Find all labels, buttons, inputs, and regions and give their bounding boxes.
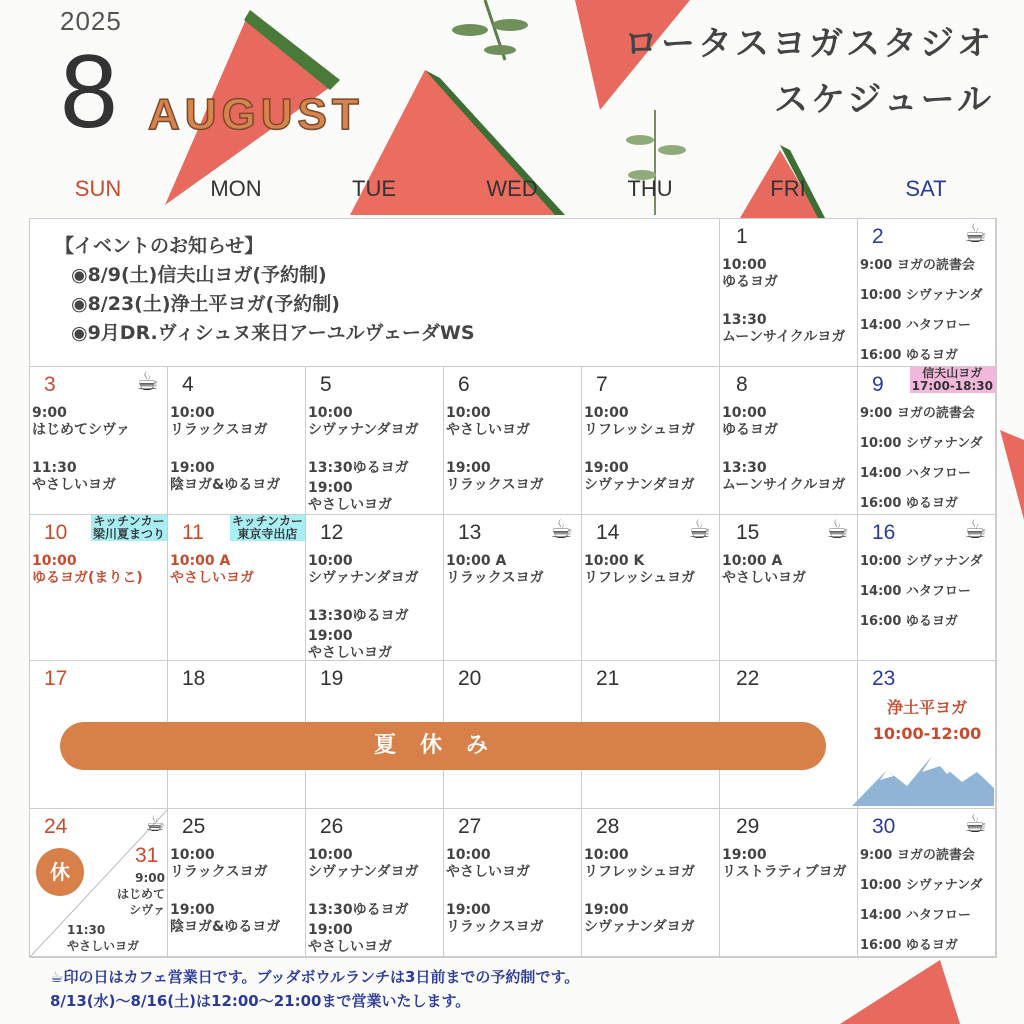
notice-line: ◉8/9(土)信夫山ヨガ(予約制) [71,264,327,286]
schedule-entry: ゆるヨガ [722,422,778,438]
schedule-entry: 10:00 [584,405,629,421]
weekday-wed: WED [486,176,538,201]
schedule-entry: 19:00 [308,922,353,938]
schedule-entry: 10:00 [308,553,353,569]
date-number: 29 [736,815,760,838]
schedule-entry: 19:00 [446,460,491,476]
schedule-entry: 9:00 [135,871,165,885]
calendar-cell-12 [306,515,444,661]
schedule-entry: リフレッシュヨガ [584,422,696,438]
schedule-entry: ムーンサイクルヨガ [722,477,846,493]
date-number: 10 [44,521,68,544]
schedule-entry: 陰ヨガ&ゆるヨガ [170,919,281,935]
calendar-cell-empty [582,219,720,367]
calendar-cell-30 [858,809,996,957]
schedule-entry: 16:00 ゆるヨガ [860,348,958,363]
date-number: 7 [596,373,608,396]
date-number: 16 [872,521,896,544]
weekday-sun: SUN [74,176,122,201]
schedule-entry: 10:00 [722,257,767,273]
schedule-entry: 19:00 [308,480,353,496]
schedule-entry: 10:00 シヴァナンダ [860,878,983,893]
date-number: 30 [872,815,896,838]
calendar-cell-31 [29,808,167,956]
calendar-cell-28 [582,809,720,957]
date-number: 1 [736,225,748,248]
schedule-entry: 浄土平ヨガ [886,698,967,717]
schedule-entry: リストラティブヨガ [722,864,847,880]
notice-line: ◉9月DR.ヴィシュヌ来日アーユルヴェーダWS [71,322,475,344]
calendar-cell-15 [720,515,858,661]
date-number: 31 [135,844,159,867]
date-number: 15 [736,521,760,544]
month-number: 8 [60,34,118,150]
date-number: 25 [182,815,206,838]
date-number: 11 [182,521,204,544]
schedule-entry: リラックスヨガ [170,422,268,438]
schedule-entry: ゆるヨガ(まりこ) [32,570,143,586]
calendar-cell-16 [858,515,996,661]
date-number: 6 [458,373,470,396]
calendar-cell-8 [720,367,858,515]
calendar-cell-29 [720,809,858,957]
date-number: 2 [872,225,884,248]
calendar-cell-25 [168,809,306,957]
schedule-entry: 19:00 [584,460,629,476]
calendar-cell-2 [858,219,996,367]
schedule-entry: 19:00 [170,902,215,918]
weekday-sat: SAT [905,176,947,201]
schedule-entry: リラックスヨガ [446,919,544,935]
schedule-entry: シヴァナンダヨガ [308,570,419,586]
schedule-entry: やさしいヨガ [308,497,392,513]
schedule-entry: 10:00 [446,847,491,863]
event-tag: 信夫山ヨガ 17:00-18:30 [911,367,993,393]
schedule-entry: 16:00 ゆるヨガ [860,938,958,953]
date-number: 23 [872,667,896,690]
date-number: 18 [182,667,206,690]
schedule-entry: 19:00 [170,460,215,476]
schedule-entry: 10:00-12:00 [872,724,982,743]
date-number: 21 [596,667,620,690]
schedule-entry: 16:00 ゆるヨガ [860,614,958,629]
closed-badge: 休 [36,848,84,896]
date-number: 28 [596,815,620,838]
schedule-entry: 13:30 [722,460,767,476]
cafe-cup-icon: ☕ [145,812,165,837]
schedule-entry: 11:30 [32,460,77,476]
calendar-cell-14 [582,515,720,661]
schedule-entry: 19:00 [584,902,629,918]
schedule-entry: ゆるヨガ [722,274,778,290]
event-tag: キッチンカー 東京寺出店 [231,515,303,541]
schedule-entry: リフレッシュヨガ [584,864,696,880]
schedule-entry: やさしいヨガ [170,570,254,586]
schedule-entry: 10:00 シヴァナンダ [860,288,983,303]
date-number: 8 [736,373,748,396]
schedule-entry: シヴァナンダヨガ [584,477,695,493]
cafe-cup-icon: ☕ [963,219,987,249]
schedule-entry: やさしいヨガ [67,939,140,953]
schedule-entry: 10:00 [308,405,353,421]
date-number: 17 [44,667,68,690]
calendar-cell-11 [168,515,306,661]
schedule-entry: 14:00 ハタフロー [860,466,971,481]
date-number: 12 [320,521,344,544]
schedule-entry: 19:00 [722,847,767,863]
calendar-cell-13 [444,515,582,661]
date-number: 27 [458,815,482,838]
calendar-cell-7 [582,367,720,515]
schedule-entry: はじめてシヴァ [32,422,130,438]
calendar-cell-10 [30,515,168,661]
event-tag: キッチンカー 梁川夏まつり [92,515,165,541]
studio-title [624,16,994,128]
schedule-entry: 10:00 [308,847,353,863]
schedule-entry: 13:30 [722,312,767,328]
weekday-fri: FRI [770,176,806,201]
schedule-entry: 10:00 A [170,553,231,569]
cafe-cup-icon: ☕ [135,367,159,397]
schedule-entry: 10:00 [170,847,215,863]
schedule-entry: 9:00 ヨガの読書会 [860,406,975,421]
schedule-entry: やさしいヨガ [308,645,392,661]
cafe-cup-icon: ☕ [549,515,573,545]
date-number: 4 [182,373,194,396]
schedule-entry: 10:00 K [584,553,645,569]
footer-cafe-note: ☕印の日はカフェ営業日です。ブッダボウルランチは3日前までの予約制です。 [50,968,580,986]
schedule-entry: 10:00 A [722,553,783,569]
schedule-entry: 16:00 ゆるヨガ [860,496,958,511]
schedule-entry: シヴァ [129,903,165,917]
schedule-entry: 9:00 [32,405,67,421]
date-number: 26 [320,815,344,838]
year: 2025 [60,6,122,36]
schedule-entry: 10:00 シヴァナンダ [860,436,983,451]
schedule-entry: 19:00 [446,902,491,918]
schedule-entry: 10:00 [722,405,767,421]
date-number: 14 [596,521,620,544]
schedule-entry: やさしいヨガ [32,477,116,493]
date-number: 22 [736,667,760,690]
date-number: 19 [320,667,344,690]
schedule-entry: 11:30 [67,923,106,937]
event-notice [55,232,475,348]
schedule-entry: 9:00 ヨガの読書会 [860,258,975,273]
schedule-entry: リラックスヨガ [446,477,544,493]
schedule-entry: やさしいヨガ [722,570,806,586]
weekday-tue: TUE [352,176,396,201]
title-line-1: ロータスヨガスタジオ [624,24,994,64]
schedule-entry: シヴァナンダヨガ [584,919,695,935]
calendar-cell-26 [306,809,444,957]
date-number: 24 [44,815,68,838]
cafe-cup-icon: ☕ [963,809,987,839]
schedule-entry: やさしいヨガ [446,864,530,880]
weekday-thu: THU [627,176,673,201]
schedule-entry: 13:30ゆるヨガ [308,460,409,476]
schedule-entry: 10:00 [584,847,629,863]
schedule-entry: 19:00 [308,628,353,644]
calendar-cell-4 [168,367,306,515]
schedule-entry: 14:00 ハタフロー [860,584,971,599]
summer-break-banner: 夏休み [60,722,826,770]
schedule-entry: 10:00 [170,405,215,421]
schedule-entry: 13:30ゆるヨガ [308,902,409,918]
title-line-2: スケジュール [774,80,994,120]
schedule-entry: 14:00 ハタフロー [860,318,971,333]
calendar-cell-1 [720,219,858,367]
schedule-entry: 10:00 シヴァナンダ [860,554,983,569]
calendar-cell-3 [30,367,168,515]
schedule-entry: ムーンサイクルヨガ [722,329,846,345]
calendar-cell-5 [306,367,444,515]
calendar-cell-9 [858,367,996,515]
schedule-entry: 10:00 [32,553,77,569]
cafe-cup-icon: ☕ [963,515,987,545]
schedule-entry: 陰ヨガ&ゆるヨガ [170,477,281,493]
schedule-entry: リラックスヨガ [170,864,268,880]
date-number: 13 [458,521,482,544]
schedule-entry: 13:30ゆるヨガ [308,608,409,624]
schedule-entry: 10:00 A [446,553,507,569]
notice-line: ◉8/23(土)浄土平ヨガ(予約制) [71,293,340,315]
schedule-entry: 10:00 [446,405,491,421]
schedule-entry: やさしいヨガ [308,939,392,955]
weekday-mon: MON [210,176,262,201]
schedule-entry: シヴァナンダヨガ [308,422,419,438]
schedule-entry: 9:00 ヨガの読書会 [860,848,975,863]
schedule-entry: はじめて [116,887,165,901]
schedule-entry: リラックスヨガ [446,570,544,586]
schedule-entry: やさしいヨガ [446,422,530,438]
cafe-cup-icon: ☕ [687,515,711,545]
calendar-cell-27 [444,809,582,957]
footer-hours-note: 8/13(水)〜8/16(土)は12:00〜21:00まで営業いたします。 [50,992,471,1010]
notice-line: 【イベントのお知らせ】 [55,235,264,257]
schedule-entry: リフレッシュヨガ [584,570,696,586]
month-name: AUGUST [148,90,364,139]
date-number: 9 [872,373,884,396]
schedule-entry: 14:00 ハタフロー [860,908,971,923]
date-number: 3 [44,373,56,396]
cafe-cup-icon: ☕ [825,515,849,545]
date-number: 5 [320,373,332,396]
date-number: 20 [458,667,482,690]
calendar-cell-6 [444,367,582,515]
schedule-entry: シヴァナンダヨガ [308,864,419,880]
mountain-icon [852,752,994,806]
